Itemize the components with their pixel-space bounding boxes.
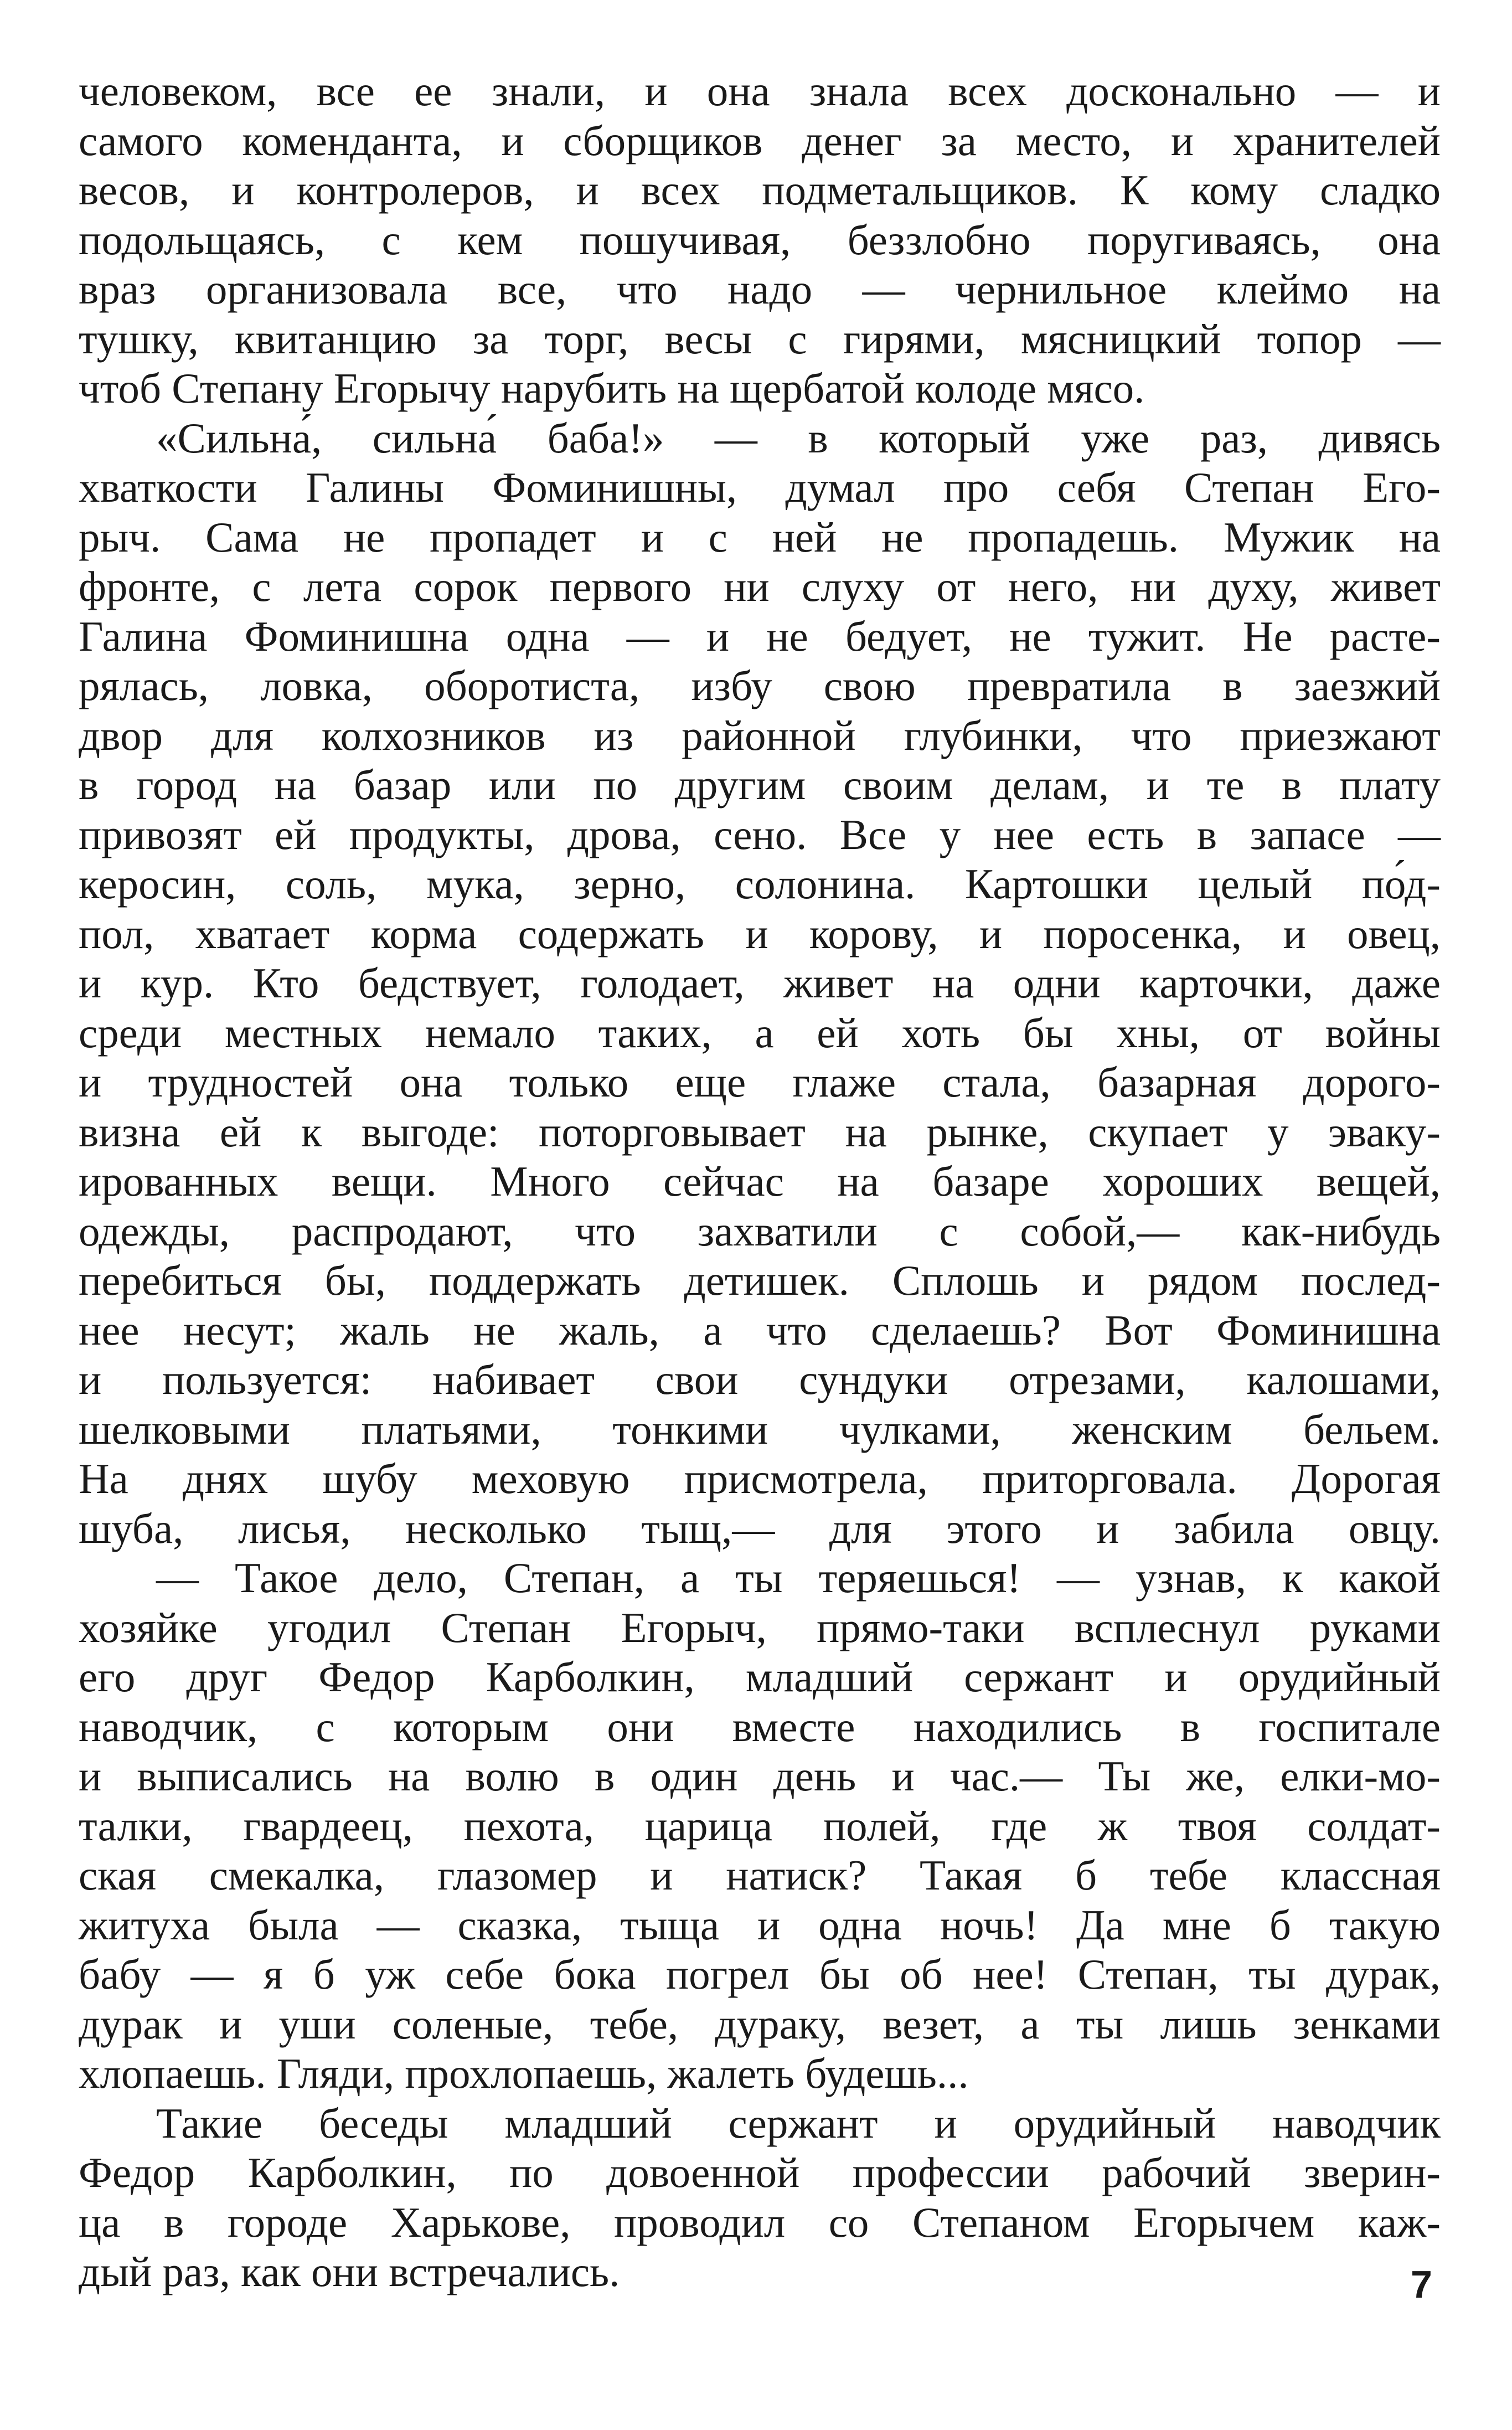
text-line: шелковыми платьями, тонкими чулками, женским бельем.	[79, 1405, 1441, 1453]
text-line: привозят ей продукты, дрова, сено. Все у нее есть в запасе —	[79, 810, 1441, 858]
text-line: тушку, квитанцию за торг, весы с гирями, мясницкий топор —	[79, 315, 1441, 363]
text-line: Федор Карболкин, по довоенной профессии рабочий зверин-	[79, 2149, 1441, 2196]
text-line: — Такое дело, Степан, а ты теряешься! — узнав, к какой	[156, 1554, 1441, 1602]
text-line: враз организовала все, что надо — чернильное клеймо на	[79, 265, 1441, 313]
text-line: самого коменданта, и сборщиков денег за место, и хранителей	[79, 116, 1441, 164]
text-line: подольщаясь, с кем пошучивая, беззлобно поругиваясь, она	[79, 215, 1441, 264]
text-line: ца в городе Харькове, проводил со Степаном Егорычем каж-	[79, 2198, 1441, 2246]
text-line: наводчик, с которым они вместе находились в госпитале	[79, 1702, 1441, 1751]
text-line: фронте, с лета сорок первого ни слуху от него, ни духу, живет	[79, 563, 1441, 610]
text-line: двор для колхозников из районной глубинки, что приезжают	[79, 711, 1441, 759]
text-line: «Сильна́, сильна́ баба!» — в который уже раз, дивясь	[156, 414, 1441, 462]
text-line: бабу — я б уж себе бока погрел бы об нее! Степан, ты дурак,	[79, 1950, 1441, 1998]
text-line: перебиться бы, поддержать детишек. Сплошь и рядом послед-	[79, 1257, 1441, 1304]
text-line: керосин, соль, мука, зерно, солонина. Картошки целый по́д-	[79, 860, 1441, 908]
text-line: и кур. Кто бедствует, голодает, живет на одни карточки, даже	[79, 959, 1441, 1007]
text-line: шуба, лисья, несколько тыщ,— для этого и забила овцу.	[79, 1504, 1441, 1552]
text-line: и выписались на волю в один день и час.— Ты же, елки-мо-	[79, 1752, 1441, 1800]
text-line: чтоб Степану Егорычу нарубить на щербатой колоде мясо.	[79, 364, 1145, 412]
text-line: житуха была — сказка, тыща и одна ночь! Да мне б такую	[79, 1901, 1441, 1949]
text-line: рыч. Сама не пропадет и с ней не пропадешь. Мужик на	[79, 513, 1441, 561]
text-line: его друг Федор Карболкин, младший сержант и орудийный	[79, 1653, 1441, 1701]
text-line: весов, и контролеров, и всех подметальщиков. К кому сладко	[79, 166, 1441, 214]
text-line: дый раз, как они встречались.	[79, 2248, 620, 2295]
text-line: одежды, распродают, что захватили с собой,— как-нибудь	[79, 1207, 1441, 1255]
text-line: пол, хватает корма содержать и корову, и поросенка, и овец,	[79, 909, 1441, 957]
text-line: талки, гвардеец, пехота, царица полей, где ж твоя солдат-	[79, 1801, 1441, 1850]
text-line: нее несут; жаль не жаль, а что сделаешь? Вот Фоминишна	[79, 1306, 1441, 1354]
text-line: Такие беседы младший сержант и орудийный наводчик	[156, 2099, 1441, 2147]
body-text	[79, 66, 1441, 2297]
text-line: ская смекалка, глазомер и натиск? Такая б тебе классная	[79, 1851, 1441, 1899]
text-line: визна ей к выгоде: поторговывает на рынке, скупает у эваку-	[79, 1108, 1441, 1156]
text-line: Галина Фоминишна одна — и не бедует, не тужит. Не расте-	[79, 612, 1441, 660]
text-line: дурак и уши соленые, тебе, дураку, везет, а ты лишь зенками	[79, 2000, 1441, 2048]
text-line: человеком, все ее знали, и она знала всех досконально — и	[79, 67, 1441, 115]
text-line: и пользуется: набивает свои сундуки отрезами, калошами,	[79, 1356, 1441, 1403]
text-line: На днях шубу меховую присмотрела, приторговала. Дорогая	[79, 1455, 1441, 1502]
text-line: хлопаешь. Гляди, прохлопаешь, жалеть будешь...	[79, 2050, 969, 2097]
text-line: среди местных немало таких, а ей хоть бы хны, от войны	[79, 1008, 1441, 1057]
text-line: рялась, ловка, оборотиста, избу свою превратила в заезжий	[79, 662, 1441, 709]
text-line: и трудностей она только еще глаже стала, базарная дорого-	[79, 1058, 1441, 1106]
text-line: хваткости Галины Фоминишны, думал про себя Степан Его-	[79, 464, 1441, 511]
text-line: в город на базар или по другим своим делам, и те в плату	[79, 761, 1441, 809]
text-line: хозяйке угодил Степан Егорыч, прямо-таки всплеснул руками	[79, 1603, 1441, 1651]
page-number: 7	[1411, 2263, 1432, 2306]
text-line: ированных вещи. Много сейчас на базаре хороших вещей,	[79, 1157, 1441, 1205]
